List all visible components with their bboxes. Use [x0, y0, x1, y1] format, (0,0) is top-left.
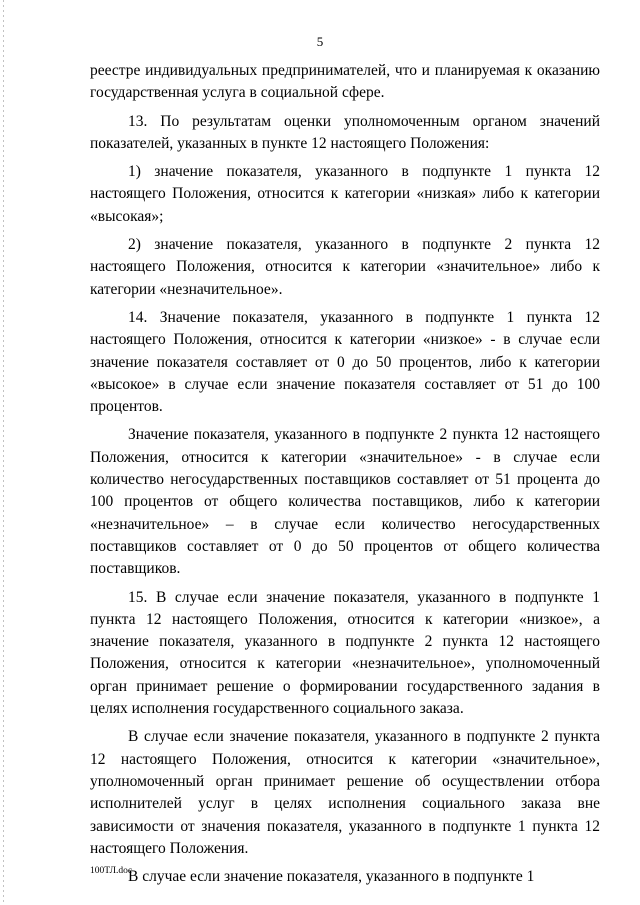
document-body	[90, 60, 600, 888]
paragraph-14-part-2: Значение показателя, указанного в подпункте 2 пункта 12 настоящего Положения, относится к категории «значительное» - в случае если количество негосударственных поставщиков составляет от 51 процента до 100 процентов от общего количества поставщиков, либо к категории «незначительное» – в случае если количество негосударственных поставщиков составляет от 0 до 50 процентов от общего количества поставщиков.	[90, 426, 600, 578]
paragraph-13-item-2: 2) значение показателя, указанного в подпункте 2 пункта 12 настоящего Положения, относится к категории «значительное» либо к категории «незначительное».	[90, 236, 600, 298]
paragraph-continuation: реестре индивидуальных предпринимателей, что и планируемая к оказанию государственная услуга в социальной сфере.	[90, 62, 600, 102]
paragraph-15: 15. В случае если значение показателя, указанного в подпункте 1 пункта 12 настоящего Положения, относится к категории «низкое», а значение показателя, указанного в подпункте 2 пункта 12 настоящего Положения, относится к категории «незначительное», уполномоченный орган принимает решение о формировании государственного задания в целях исполнения государственного социального заказа.	[90, 588, 600, 718]
page-number: 5	[316, 34, 324, 49]
paragraph-15-part-3: В случае если значение показателя, указанного в подпункте 1	[128, 868, 535, 886]
paragraph-15-part-2: В случае если значение показателя, указанного в подпункте 2 пункта 12 настоящего Положения, относится к категории «значительное», уполномоченный орган принимает решение об осуществлении отбора исполнителей услуг в целях исполнения социального заказа вне зависимости от значения показателя, указанного в подпункте 1 пункта 12 настоящего Положения.	[90, 728, 600, 857]
footer-filename: 100ТЛ.doc	[90, 866, 133, 876]
scan-edge	[3, 0, 4, 905]
paragraph-13-item-1: 1) значение показателя, указанного в подпункте 1 пункта 12 настоящего Положения, относится к категории «низкая» либо к категории «высокая»;	[90, 163, 600, 225]
paragraph-14: 14. Значение показателя, указанного в подпункте 1 пункта 12 настоящего Положения, относится к категории «низкое» - в случае если значение показателя составляет от 0 до 50 процентов, либо к категории «высокое» в случае если значение показателя составляет от 51 до 100 процентов.	[90, 308, 600, 416]
paragraph-13: 13. По результатам оценки уполномоченным органом значений показателей, указанных в пункте 12 настоящего Положения:	[90, 112, 600, 152]
